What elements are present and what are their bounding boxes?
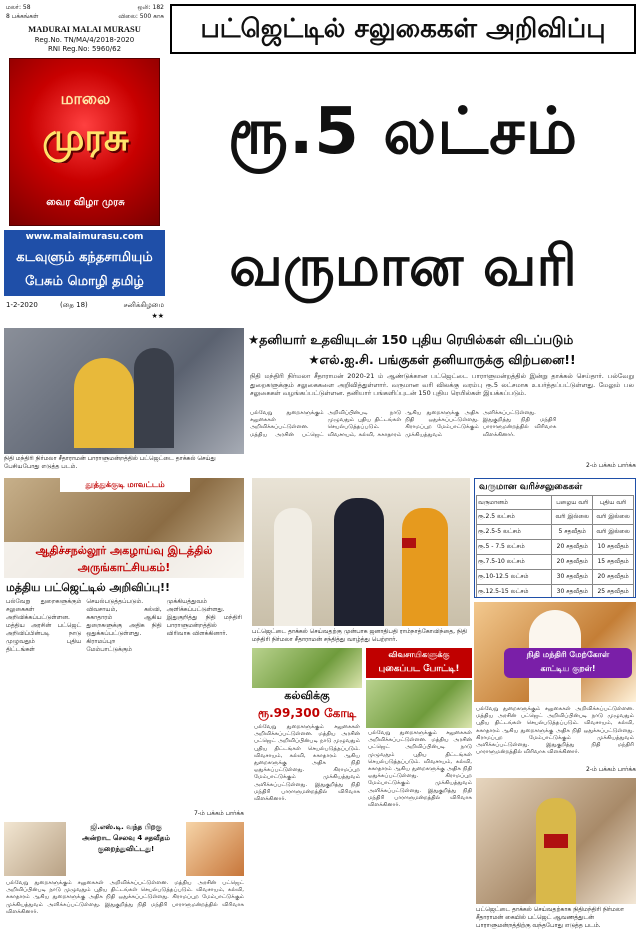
website: www.malaimurasu.com	[25, 232, 144, 242]
reg-number: Reg.No. TN/MA/4/2018-2020	[34, 36, 135, 44]
gst-photo-2	[186, 822, 244, 876]
farmers-photo	[366, 680, 472, 728]
lead-intro: நிதி மந்திரி நிர்மலா சீதாராமன் 2020-21 ம் ஆண்டுக்கான பட்ஜெட்டை பாராளுமன்றத்தில் இன்று தாக்கல் செய்தார். பல்வேறு துறைகளுக்கும் சலுகைகளை அறிவித்துள்ளார். வருமான வரி விலக்கு வரம்பு ரூ.5 லட்சமாக உயர்த்தப்பட்டுள்ளது. மேலும் பல சலுகைகள் வழங்கப்பட்டுள்ளன. தனியார் பங்களிப்புடன் 150 புதிய ரெயில்கள் இயக்கப்படும்.	[250, 372, 634, 397]
tax-table	[476, 495, 634, 598]
paper-name: MADURAI MALAI MURASU	[28, 24, 141, 34]
museum-title: ஆதிச்சநல்லூர் அகழாய்வு இடத்தில் அருங்காட்சியகம்!	[4, 542, 244, 578]
tax-cell: 15 சதவீதம்	[593, 555, 634, 570]
education-title-big: ரூ.99,300 கோடி	[257, 706, 357, 720]
gst-title-line-2: அன்றாட செலவு 4 சதவீதம் குறைந்துவிட்டது!	[82, 834, 170, 853]
president-photo	[252, 478, 470, 626]
masthead	[4, 4, 165, 326]
lead-continue: 2-ம் பக்கம் பார்க்க	[585, 462, 636, 469]
tax-row	[477, 525, 634, 540]
entry-photo-caption: பட்ஜெட்டை தாக்கல் செய்வதற்காக நிதிமந்திரி நிர்மலா சீதாராமன் கையில் பட்ஜெட் ஆவணத்துடன் பாராளுமன்றத்திற்கு வந்தபோது எடுத்த படம்.	[476, 906, 624, 929]
tax-cell: 20 சதவீதம்	[593, 570, 634, 585]
rni-number: RNI Reg.No: 5960/62	[47, 45, 122, 53]
education-graphic	[252, 648, 362, 688]
tax-row	[477, 585, 634, 599]
gst-title-line-1: ஜி.எஸ்.டி. வந்த பிறகு	[90, 823, 162, 831]
tax-cell: 5 சதவீதம்	[552, 525, 593, 540]
museum-body: பல்வேறு துறைகளுக்கும் சலுகைகள் அறிவிக்கப்பட்டுள்ளன. மத்திய அரசின் பட்ஜெட் அறிவிப்பின்படி நாடு முழுவதும் புதிய திட்டங்கள் செயல்படுத்தப்படும். விவசாயம், கல்வி, சுகாதாரம் ஆகிய துறைகளுக்கு அதிக நிதி ஒதுக்கப்பட்டுள்ளது. கிராமப்புற மேம்பாட்டுக்கும் முக்கியத்துவம் அளிக்கப்பட்டுள்ளது. இதுகுறித்து நிதி மந்திரி பாராளுமன்றத்தில் விரிவாக விளக்கினார்.	[6, 598, 242, 653]
stars: ★★	[151, 312, 164, 320]
farmers-body: பல்வேறு துறைகளுக்கும் சலுகைகள் அறிவிக்கப்பட்டுள்ளன. மத்திய அரசின் பட்ஜெட் அறிவிப்பின்படி நாடு முழுவதும் புதிய திட்டங்கள் செயல்படுத்தப்படும். விவசாயம், கல்வி, சுகாதாரம் ஆகிய துறைகளுக்கு அதிக நிதி ஒதுக்கப்பட்டுள்ளது. கிராமப்புற மேம்பாட்டுக்கும் முக்கியத்துவம் அளிக்கப்பட்டுள்ளது. இதுகுறித்து நிதி மந்திரி பாராளுமன்றத்தில் விரிவாக விளக்கினார்.	[368, 730, 472, 809]
issue-number: ஒலி: 182	[137, 4, 164, 11]
tax-cell: 30 சதவீதம்	[552, 570, 593, 585]
education-title-small: கல்விக்கு	[284, 689, 330, 702]
tax-cell: 20 சதவீதம்	[552, 540, 593, 555]
tax-table-box	[474, 478, 636, 598]
parliament-photo-caption: நிதி மந்திரி நிர்மலா சீதாராமன் பாராளுமன்றத்தில் பட்ஜெட்டை தாக்கல் செய்து பேசியபோது எடுத்த படம்.	[4, 455, 216, 469]
issue-volume: மலர்: 58	[6, 4, 31, 11]
page-count: 8 பக்கங்கள்	[6, 13, 39, 20]
gst-photo	[4, 822, 66, 876]
tax-col-header: பழைய வரி	[552, 496, 593, 510]
entry-photo	[476, 778, 636, 904]
tax-cell: வரி இல்லை	[593, 525, 634, 540]
sub-headline-2: ★எல்.ஐ.சி. பங்குகள் தனியாருக்கு விற்பனை!!	[308, 352, 576, 367]
tax-cell: ரூ.10-12.5 லட்சம்	[477, 570, 552, 585]
kural-badge-line-2: காட்டிய குறள்!	[540, 664, 596, 673]
tax-cell: ரூ.2.5 லட்சம்	[477, 510, 552, 525]
weekday: சனிக்கிழமை	[123, 301, 164, 309]
logo-block	[9, 58, 160, 226]
president-photo-caption: பட்ஜெட்டை தாக்கல் செய்வதற்கு முன்பாக ஜனாதிபதி ராம்நாத்கோவிந்தை, நிதி மந்திரி நிர்மலா சீதாராமன் சந்தித்து வாழ்த்து பெற்றார்.	[252, 628, 467, 643]
farmers-title-line-1: விவசாயிகளுக்கு	[388, 650, 450, 659]
tax-cell: ரூ.7.5-10 லட்சம்	[477, 555, 552, 570]
farmers-title	[366, 648, 472, 678]
sub-headline-1: ★தனியார் உதவியுடன் 150 புதிய ரெயில்கள் விடப்படும்	[248, 332, 574, 347]
kural-body: பல்வேறு துறைகளுக்கும் சலுகைகள் அறிவிக்கப்பட்டுள்ளன. மத்திய அரசின் பட்ஜெட் அறிவிப்பின்படி நாடு முழுவதும் புதிய திட்டங்கள் செயல்படுத்தப்படும். விவசாயம், கல்வி, சுகாதாரம் ஆகிய துறைகளுக்கு அதிக நிதி ஒதுக்கப்பட்டுள்ளது. கிராமப்புற மேம்பாட்டுக்கும் முக்கியத்துவம் அளிக்கப்பட்டுள்ளது. இதுகுறித்து நிதி மந்திரி பாராளுமன்றத்தில் விரிவாக விளக்கினார்.	[476, 706, 634, 756]
tax-cell: வரி இல்லை	[552, 510, 593, 525]
logo-main-text: முரசு	[42, 115, 129, 159]
tax-cell: 30 சதவீதம்	[552, 585, 593, 599]
tax-col-header: புதிய வரி	[593, 496, 634, 510]
parliament-photo	[4, 328, 244, 454]
tax-table-title: வருமான வரிச்சலுகைகள்	[479, 482, 583, 492]
logo-sub-text: வைர விழா முரசு	[46, 197, 125, 208]
headline-line-3: வருமான வரி	[229, 234, 577, 299]
education-body: பல்வேறு துறைகளுக்கும் சலுகைகள் அறிவிக்கப்பட்டுள்ளன. மத்திய அரசின் பட்ஜெட் அறிவிப்பின்படி நாடு முழுவதும் புதிய திட்டங்கள் செயல்படுத்தப்படும். விவசாயம், கல்வி, சுகாதாரம் ஆகிய துறைகளுக்கு அதிக நிதி ஒதுக்கப்பட்டுள்ளது. கிராமப்புற மேம்பாட்டுக்கும் முக்கியத்துவம் அளிக்கப்பட்டுள்ளது. இதுகுறித்து நிதி மந்திரி பாராளுமன்றத்தில் விரிவாக விளக்கினார்.	[254, 724, 360, 803]
headline-line-2: ரூ.5 லட்சம்	[227, 95, 579, 169]
tamil-date: (தை 18)	[60, 301, 88, 309]
tax-cell: ரூ.12.5-15 லட்சம்	[477, 585, 552, 599]
tax-row	[477, 510, 634, 525]
museum-continue: 7-ம் பக்கம் பார்க்க	[193, 810, 244, 817]
kural-badge	[504, 648, 632, 678]
tax-row	[477, 570, 634, 585]
logo-top-text: மாலை	[60, 89, 111, 108]
gst-body: பல்வேறு துறைகளுக்கும் சலுகைகள் அறிவிக்கப்பட்டுள்ளன. மத்திய அரசின் பட்ஜெட் அறிவிப்பின்படி நாடு முழுவதும் புதிய திட்டங்கள் செயல்படுத்தப்படும். விவசாயம், கல்வி, சுகாதாரம் ஆகிய துறைகளுக்கு அதிக நிதி ஒதுக்கப்பட்டுள்ளது. கிராமப்புற மேம்பாட்டுக்கும் முக்கியத்துவம் அளிக்கப்பட்டுள்ளது. இதுகுறித்து நிதி மந்திரி பாராளுமன்றத்தில் விரிவாக விளக்கினார்.	[6, 880, 244, 915]
slogan-box	[4, 230, 165, 296]
tax-cell: 20 சதவீதம்	[552, 555, 593, 570]
slogan-line-1: கடவுளும் கந்தசாமியும்	[16, 250, 153, 265]
tax-cell: ரூ.5 - 7.5 லட்சம்	[477, 540, 552, 555]
museum-subtitle: மத்திய பட்ஜெட்டில் அறிவிப்பு!!	[6, 581, 171, 594]
gst-title	[70, 822, 182, 858]
headline-line-1: பட்ஜெட்டில் சலுகைகள் அறிவிப்பு	[170, 4, 636, 54]
tax-col-header: வருமானம்	[477, 496, 552, 510]
tax-row	[477, 540, 634, 555]
farmers-title-line-2: புகைப்பட போட்டி!	[378, 664, 460, 674]
kural-badge-line-1: நிதி மந்திரி மேற்கோள்	[526, 650, 610, 659]
tax-cell: 10 சதவீதம்	[593, 540, 634, 555]
lead-body: பல்வேறு துறைகளுக்கும் சலுகைகள் அறிவிக்கப்பட்டுள்ளன. மத்திய அரசின் பட்ஜெட் அறிவிப்பின்படி நாடு முழுவதும் புதிய திட்டங்கள் செயல்படுத்தப்படும். விவசாயம், கல்வி, சுகாதாரம் ஆகிய துறைகளுக்கு அதிக நிதி ஒதுக்கப்பட்டுள்ளது. கிராமப்புற மேம்பாட்டுக்கும் முக்கியத்துவம் அளிக்கப்பட்டுள்ளது. இதுகுறித்து நிதி மந்திரி பாராளுமன்றத்தில் விரிவாக விளக்கினார்.	[250, 410, 557, 438]
price: விலை: 500 காசு	[118, 13, 164, 20]
tax-cell: 25 சதவீதம்	[593, 585, 634, 599]
date: 1-2-2020	[6, 301, 38, 309]
district-label: தூத்துக்குடி மாவட்டம்	[60, 478, 190, 492]
slogan-line-2: பேசும் மொழி தமிழ்	[25, 274, 144, 289]
tax-cell: ரூ.2.5-5 லட்சம்	[477, 525, 552, 540]
tax-row	[477, 555, 634, 570]
tax-cell: வரி இல்லை	[593, 510, 634, 525]
kural-continue: 2-ம் பக்கம் பார்க்க	[585, 766, 636, 773]
